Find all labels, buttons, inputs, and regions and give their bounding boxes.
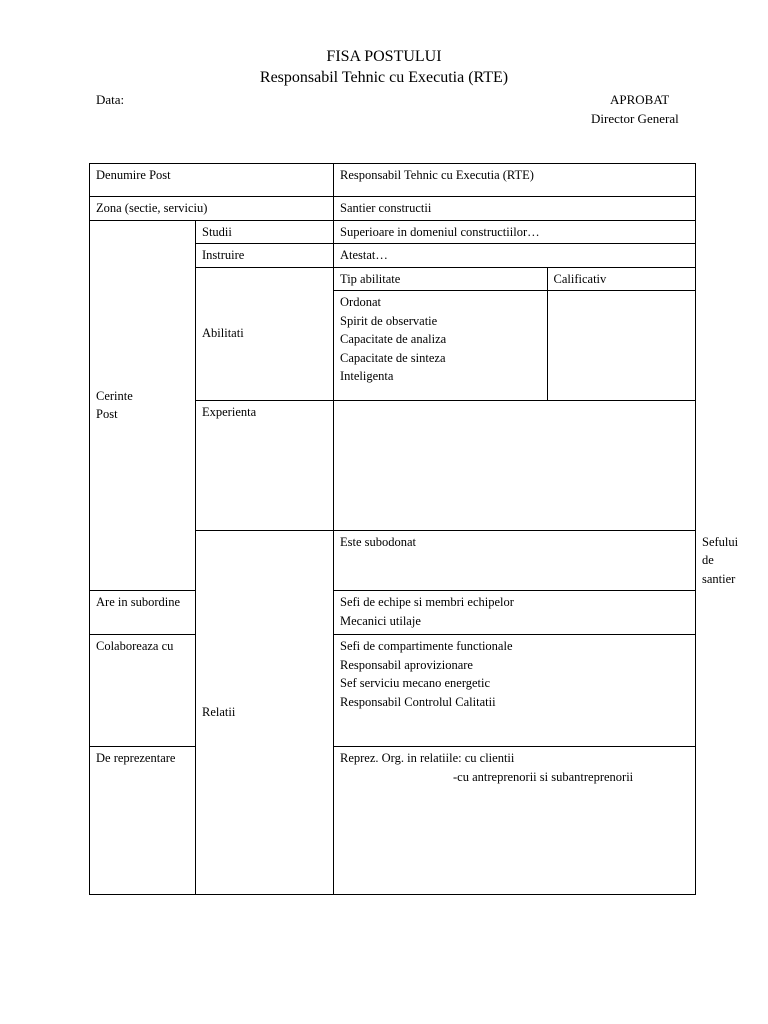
- collaborates-label: Colaboreaza cu: [90, 635, 196, 747]
- approved-label: APROBAT: [610, 92, 670, 107]
- skills-table: [334, 268, 695, 400]
- subordinate-to-label: Este subodonat: [334, 530, 696, 591]
- post-label: Denumire Post: [90, 164, 334, 197]
- qualifier-header: Calificativ: [547, 268, 695, 291]
- skill-item: Capacitate de analiza: [340, 332, 447, 346]
- document-subtitle: Responsabil Tehnic cu Executia (RTE): [259, 69, 509, 86]
- studies-label: Studii: [196, 220, 334, 244]
- post-value: Responsabil Tehnic cu Executia (RTE): [334, 164, 696, 197]
- job-description-table: Denumire Post Responsabil Tehnic cu Executia (RTE) Zona (sectie, serviciu) Santier constructii Cerinte Post Studii Superioare in domeniul constructiilor… Instruire Atestat… Abilitati Tip abilitate Calificativ Ordonat Spirit de observatie Capacitate de analiza Capacitate de sinteza Inteligenta Experienta Relatii Este subodonat Sefului de santier Are in subordine Sefi de echipe si membri echipelor Mecanici utilaje Colaboreaza cu Sefi de compartimente functionale Responsabil aprovizionare Sef serviciu mecano energetic Responsabil Controlul Calitatii De reprezentare Reprez. Org. in relatiile: cu clientii -cu antreprenorii si subantreprenorii: [89, 163, 696, 895]
- representation-line2: -cu antreprenorii si subantreprenorii: [453, 769, 634, 784]
- subordinate-item: Sefi de echipe si membri echipelor: [340, 595, 514, 609]
- representation-label: De reprezentare: [90, 747, 196, 895]
- collaborator-item: Sefi de compartimente functionale: [340, 639, 513, 653]
- collaborates-value: [334, 635, 696, 747]
- subordinates-label: Are in subordine: [90, 591, 196, 635]
- skills-cell: [334, 267, 696, 400]
- skill-item: Capacitate de sinteza: [340, 350, 446, 365]
- experience-value: [334, 400, 696, 530]
- skill-type-header: Tip abilitate: [334, 268, 547, 291]
- zone-label: Zona (sectie, serviciu): [90, 197, 334, 221]
- subordinate-item: Mecanici utilaje: [340, 613, 421, 628]
- training-value: Atestat…: [334, 244, 696, 268]
- date-label: Data:: [96, 92, 125, 107]
- representation-line1: Reprez. Org. in relatiile: cu clientii: [340, 751, 515, 765]
- document-title: FISA POSTULUI: [326, 48, 442, 65]
- zone-value: Santier constructii: [334, 197, 696, 221]
- skill-item: Inteligenta: [340, 369, 394, 383]
- representation-value: [334, 747, 696, 895]
- collaborator-item: Responsabil Controlul Calitatii: [340, 694, 496, 709]
- approver-label: Director General: [591, 111, 679, 126]
- requirements-label-line1: Cerinte: [96, 388, 133, 403]
- requirements-label: [90, 220, 196, 591]
- skills-list: [334, 291, 547, 400]
- relations-label: Relatii: [196, 530, 334, 895]
- collaborator-item: Responsabil aprovizionare: [340, 657, 473, 672]
- skill-item: Ordonat: [340, 295, 381, 309]
- qualifier-cell: [547, 291, 695, 400]
- collaborator-item: Sef serviciu mecano energetic: [340, 676, 491, 690]
- subordinates-value: [334, 591, 696, 635]
- skills-label: Abilitati: [196, 267, 334, 400]
- skill-item: Spirit de observatie: [340, 313, 438, 328]
- experience-label: Experienta: [196, 400, 334, 530]
- requirements-label-line2: Post: [96, 407, 118, 422]
- training-label: Instruire: [196, 244, 334, 268]
- studies-value: Superioare in domeniul constructiilor…: [334, 220, 696, 244]
